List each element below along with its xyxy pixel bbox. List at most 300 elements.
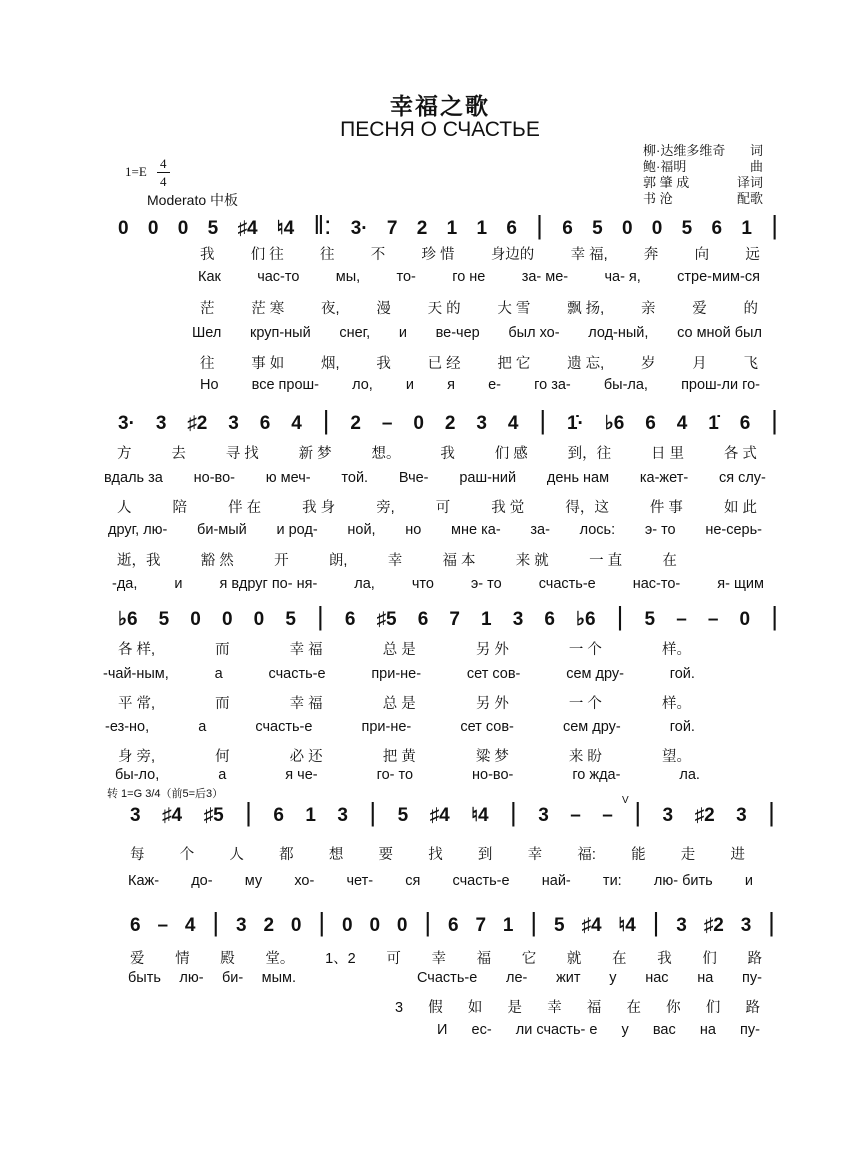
lyric-syllable: Вче-	[398, 470, 429, 486]
note: 3	[662, 805, 674, 826]
lyric-syllable: 想。	[371, 446, 401, 462]
note: 1	[481, 609, 492, 630]
note: 6	[273, 805, 284, 826]
lyrics-line	[115, 767, 700, 783]
note: 3	[228, 413, 239, 434]
lyric-syllable: 爱	[692, 301, 707, 317]
note: 5	[397, 805, 409, 826]
breath-mark: V	[622, 795, 629, 806]
note: –	[381, 413, 393, 434]
lyric-syllable: ю меч-	[265, 470, 311, 486]
lyric-syllable: ло,	[352, 377, 373, 393]
lyric-syllable: 一 直	[589, 553, 623, 569]
lyric-syllable: 可	[435, 500, 451, 516]
lyric-syllable: 找	[428, 847, 443, 863]
lyric-syllable: 奔	[643, 247, 659, 263]
lyric-syllable: 而	[215, 642, 230, 658]
lyric-syllable: 另 外	[475, 696, 509, 712]
lyric-syllable: жит	[556, 970, 581, 986]
note: 1̇·	[566, 413, 584, 434]
lyric-syllable: сет сов-	[466, 666, 521, 682]
barline: |	[652, 907, 660, 937]
note: 6	[259, 413, 271, 434]
note: 0	[177, 218, 189, 239]
note: 0	[621, 218, 633, 239]
lyric-syllable: 在	[626, 1000, 642, 1016]
lyric-syllable: 1、2	[325, 951, 356, 967]
lyric-syllable: 飘 扬,	[567, 301, 605, 317]
lyric-syllable: 远	[745, 247, 760, 263]
lyric-syllable: счасть-е	[268, 666, 326, 682]
lyrics-line	[200, 297, 758, 318]
lyric-syllable: 的	[743, 301, 758, 317]
lyric-syllable: 幸	[387, 553, 403, 569]
notes-row	[118, 405, 778, 435]
lyric-syllable: 爱	[130, 951, 145, 967]
lyrics-line	[117, 549, 677, 570]
lyric-syllable: 陪	[172, 500, 188, 516]
lyric-syllable: и	[174, 576, 183, 592]
lyric-syllable: 平 常,	[118, 696, 156, 712]
note: 3	[337, 805, 348, 826]
lyric-syllable: 不	[370, 247, 386, 263]
lyric-syllable: 身 旁,	[118, 749, 156, 765]
lyric-syllable: лод-ный,	[588, 325, 649, 341]
note: ♯5	[203, 805, 224, 826]
note: ♮4	[471, 805, 489, 826]
note: ♮4	[618, 915, 636, 936]
lyric-syllable: нас	[645, 970, 669, 986]
note: 0	[342, 915, 353, 936]
lyric-syllable: 我	[440, 446, 455, 462]
lyric-syllable: 样。	[661, 696, 691, 712]
note: 7	[475, 915, 487, 936]
lyric-syllable: 往	[200, 356, 215, 372]
barline: |	[245, 797, 252, 827]
lyric-syllable: я вдруг по- ня-	[219, 576, 318, 592]
lyric-syllable: 得，这	[565, 500, 609, 516]
barline: |	[510, 797, 517, 827]
tempo-marking: Moderato 中板	[147, 192, 239, 208]
lyric-syllable: 来 就	[515, 553, 549, 569]
barline: |	[539, 405, 547, 435]
lyrics-line	[118, 745, 691, 766]
lyric-syllable: бы-ла,	[603, 377, 648, 393]
lyric-syllable: 在	[612, 951, 627, 967]
lyric-syllable: что	[411, 576, 434, 592]
note: 0	[118, 218, 129, 239]
note: 4	[184, 915, 196, 936]
note: 6	[711, 218, 723, 239]
barline: |	[530, 907, 538, 937]
lyric-syllable: при-не-	[361, 719, 412, 735]
lyric-syllable: но	[405, 522, 422, 538]
song-title: 幸福之歌	[390, 93, 490, 120]
note: ♯4	[581, 915, 602, 936]
note: –	[707, 609, 719, 630]
lyric-syllable: 漫	[376, 301, 391, 317]
lyric-syllable: вдаль за	[104, 470, 163, 486]
time-signature-line	[157, 172, 170, 173]
lyric-syllable: би-мый	[197, 522, 247, 538]
lyric-syllable: 到	[477, 847, 493, 863]
note: 0	[221, 609, 233, 630]
lyric-syllable: и	[405, 377, 415, 393]
lyric-syllable: 殿	[220, 951, 235, 967]
lyric-syllable: до-	[191, 873, 213, 889]
note: 3	[736, 805, 747, 826]
lyric-syllable: 我	[376, 356, 391, 372]
barline: |	[616, 601, 624, 631]
lyric-syllable: ся	[405, 873, 421, 889]
lyric-syllable: 向	[694, 247, 710, 263]
lyric-syllable: был хо-	[508, 325, 560, 341]
lyric-syllable: 能	[631, 847, 646, 863]
lyric-syllable: 情	[175, 951, 190, 967]
notes-row	[130, 797, 775, 827]
lyrics-line	[128, 873, 753, 889]
lyric-syllable: круп-ный	[249, 325, 311, 341]
lyric-syllable: лю- бить	[653, 873, 713, 889]
lyric-syllable: 想	[328, 847, 344, 863]
lyric-syllable: 寻 找	[225, 446, 259, 462]
lyric-syllable: быть	[128, 970, 161, 986]
note: 6	[344, 609, 356, 630]
lyric-syllable: 日 里	[650, 446, 684, 462]
lyric-syllable: 它	[521, 951, 537, 967]
notes-row	[118, 210, 778, 240]
lyric-syllable: вас	[652, 1022, 676, 1038]
credit-name: 柳·达维多维奇	[643, 143, 726, 158]
lyric-syllable: 各 样,	[118, 642, 156, 658]
note: –	[157, 915, 169, 936]
note: –	[570, 805, 581, 826]
lyric-syllable: 珍 惜	[421, 247, 455, 263]
lyric-syllable: 已 经	[427, 356, 461, 372]
time-signature-bottom: 4	[160, 174, 167, 189]
note: ♯4	[162, 805, 183, 826]
lyric-syllable: го за-	[534, 377, 571, 393]
credit-name: 郭 肇 成	[643, 175, 690, 190]
note: 3	[155, 413, 167, 434]
lyric-syllable: 幸	[527, 847, 543, 863]
lyric-syllable: 茫	[200, 301, 215, 317]
note: 3	[538, 805, 549, 826]
lyric-syllable: И	[437, 1022, 448, 1038]
lyric-syllable: 你	[666, 1000, 681, 1016]
lyrics-line	[200, 352, 758, 373]
lyric-syllable: раш-ний	[459, 470, 517, 486]
lyrics-line	[130, 947, 762, 968]
lyric-syllable: 要	[378, 847, 394, 863]
lyric-syllable: не-серь-	[705, 522, 762, 538]
note: 1	[446, 218, 458, 239]
barline: |	[316, 601, 324, 631]
lyric-syllable: 个	[179, 847, 195, 863]
lyric-syllable: лю-	[179, 970, 204, 986]
lyric-syllable: 堂。	[265, 951, 295, 967]
note: ♯5	[376, 609, 397, 630]
lyrics-line	[118, 692, 691, 713]
lyric-syllable: ве-чер	[435, 325, 480, 341]
lyric-syllable: -чай-ным,	[103, 666, 169, 682]
lyric-syllable: то-	[396, 269, 416, 285]
lyric-syllable: я	[447, 377, 455, 393]
lyric-syllable: за- ме-	[521, 269, 569, 285]
lyric-syllable: 各 式	[723, 446, 757, 462]
note: 4	[291, 413, 302, 434]
note: ♯2	[694, 805, 715, 826]
lyrics-line	[117, 496, 757, 517]
lyric-syllable: 路	[745, 1000, 760, 1016]
lyric-syllable: я- щим	[717, 576, 764, 592]
lyric-syllable: -ез-но,	[105, 719, 150, 735]
note: ♯4	[237, 218, 258, 239]
lyric-syllable: 件 事	[649, 500, 683, 516]
lyric-syllable: го- то	[376, 767, 414, 783]
lyric-syllable: а	[198, 719, 207, 735]
lyric-syllable: 大 雪	[497, 301, 531, 317]
note: 3	[236, 915, 247, 936]
barline: ‖:	[313, 210, 332, 240]
lyric-syllable: 豁 然	[200, 553, 234, 569]
lyric-syllable: все прош-	[251, 377, 319, 393]
lyrics-line	[108, 522, 762, 538]
lyric-syllable: у	[609, 970, 617, 986]
lyric-syllable: ла,	[354, 576, 375, 592]
lyric-syllable: 一 个	[568, 642, 602, 658]
lyric-syllable: ти:	[602, 873, 622, 889]
lyric-syllable: 幸	[431, 951, 446, 967]
lyric-syllable: 福	[586, 1000, 602, 1016]
lyric-syllable: 伴 在	[228, 500, 262, 516]
lyric-syllable: 到，往	[567, 446, 612, 462]
lyric-syllable: стре-мим-ся	[677, 269, 760, 285]
lyrics-line	[417, 970, 762, 986]
lyric-syllable: прош-ли го-	[681, 377, 760, 393]
note: 0	[369, 915, 381, 936]
barline: |	[212, 907, 220, 937]
lyric-syllable: за-	[530, 522, 550, 538]
lyric-syllable: снег,	[339, 325, 371, 341]
lyric-syllable: сем дру-	[562, 719, 621, 735]
note: 6	[562, 218, 573, 239]
lyric-syllable: гой.	[669, 666, 695, 682]
lyric-syllable: 人	[117, 500, 132, 516]
lyric-syllable: 何	[215, 749, 230, 765]
note: 6	[417, 609, 429, 630]
barline: |	[536, 210, 543, 240]
lyric-syllable: 我 身	[302, 500, 336, 516]
lyric-syllable: 另 外	[475, 642, 509, 658]
note: 3	[740, 915, 752, 936]
lyrics-line	[112, 576, 764, 592]
lyric-syllable: 样。	[661, 642, 691, 658]
note: ♯2	[187, 413, 208, 434]
lyric-syllable: 烟,	[321, 356, 340, 372]
lyric-syllable: счасть-е	[255, 719, 313, 735]
barline: |	[369, 797, 377, 827]
lyric-syllable: 事 如	[251, 356, 285, 372]
lyrics-line	[103, 666, 695, 682]
lyric-syllable: 可	[386, 951, 401, 967]
lyric-syllable: 进	[730, 847, 745, 863]
lyrics-line	[437, 1022, 760, 1038]
lyric-syllable: Счасть-е	[417, 970, 478, 986]
lyric-syllable: 茫 寒	[251, 301, 285, 317]
note: –	[676, 609, 687, 630]
lyric-syllable: счасть-е	[538, 576, 596, 592]
lyric-syllable: друг, лю-	[108, 522, 168, 538]
lyric-syllable: 粱 梦	[475, 749, 509, 765]
note: 0	[253, 609, 265, 630]
note: ♯2	[703, 915, 724, 936]
lyric-syllable: 把 它	[497, 356, 531, 372]
lyrics-line	[200, 243, 760, 264]
lyric-syllable: 幸 福	[289, 642, 323, 658]
lyrics-line	[128, 970, 296, 986]
lyric-syllable: 福:	[577, 847, 596, 863]
lyric-syllable: 去	[171, 446, 186, 462]
lyric-syllable: 都	[279, 847, 294, 863]
lyric-syllable: э- то	[644, 522, 676, 538]
note: 3·	[118, 413, 135, 434]
note: ♭6	[576, 609, 596, 630]
note: 7	[449, 609, 460, 630]
note: 7	[386, 218, 398, 239]
lyric-syllable: сем дру-	[566, 666, 624, 682]
lyric-syllable: Как	[198, 269, 221, 285]
lyric-syllable: 是	[507, 1000, 523, 1016]
modulation-marking: 转 1=G 3/4（前5=后3）	[107, 788, 224, 800]
note: 4	[676, 413, 688, 434]
note: 5	[207, 218, 219, 239]
credit-role: 词	[749, 143, 763, 158]
lyric-syllable: му	[244, 873, 263, 889]
lyrics-line	[118, 638, 691, 659]
lyric-syllable: 总 是	[382, 642, 416, 658]
lyric-syllable: 幸 福,	[570, 247, 608, 263]
lyric-syllable: 月	[692, 356, 707, 372]
barline: |	[768, 907, 775, 937]
note: 5	[681, 218, 693, 239]
lyric-syllable: ся слу-	[718, 470, 766, 486]
time-signature-top: 4	[160, 156, 167, 171]
lyrics-line	[198, 269, 760, 285]
note: 3	[676, 915, 687, 936]
barline: |	[322, 405, 330, 435]
note: 1	[476, 218, 488, 239]
lyric-syllable: а	[214, 666, 223, 682]
lyric-syllable: со мной был	[677, 325, 762, 341]
lyric-syllable: мне ка-	[451, 522, 501, 538]
notes-row	[130, 907, 775, 937]
note: 2	[444, 413, 456, 434]
lyric-syllable: ес-	[471, 1022, 492, 1038]
credit-name: 鲍·福明	[643, 159, 687, 174]
lyric-syllable: го не	[452, 269, 486, 285]
lyric-syllable: 朗,	[328, 553, 348, 569]
lyric-syllable: той.	[341, 470, 369, 486]
key-signature: 1=E	[125, 164, 147, 179]
credit-role: 曲	[749, 159, 763, 174]
lyric-syllable: 方	[117, 446, 132, 462]
lyric-syllable: 逝，我	[117, 553, 161, 569]
lyric-syllable: 在	[662, 553, 677, 569]
lyric-syllable: 开	[274, 553, 289, 569]
note: ♮4	[276, 218, 295, 239]
lyrics-line	[200, 377, 760, 393]
lyric-syllable: 幸	[547, 1000, 562, 1016]
lyric-syllable: Шел	[192, 325, 222, 341]
lyric-syllable: при-не-	[371, 666, 422, 682]
lyric-syllable: 假	[428, 1000, 443, 1016]
lyric-syllable: 来 盼	[568, 749, 602, 765]
lyric-syllable: 如	[467, 1000, 483, 1016]
note: 6	[448, 915, 459, 936]
credit-arranger	[643, 188, 763, 207]
note: 0	[739, 609, 751, 630]
barline: |	[771, 210, 778, 240]
lyrics-line	[105, 719, 695, 735]
note: 1	[741, 218, 752, 239]
note: 0	[290, 915, 302, 936]
lyric-syllable: 旁,	[376, 500, 395, 516]
lyrics-line	[117, 442, 757, 463]
lyric-syllable: 夜,	[321, 301, 340, 317]
note: 5	[554, 915, 565, 936]
lyric-syllable: най-	[541, 873, 571, 889]
lyric-syllable: мы,	[335, 269, 361, 285]
lyric-syllable: 必 还	[289, 749, 323, 765]
note: 6	[544, 609, 555, 630]
lyric-syllable: 如 此	[723, 500, 757, 516]
barline: |	[424, 907, 432, 937]
note: 2	[263, 915, 275, 936]
lyric-syllable: лось:	[579, 522, 616, 538]
note: 3	[476, 413, 487, 434]
lyric-syllable: на	[697, 970, 714, 986]
lyric-syllable: 我	[657, 951, 672, 967]
lyric-syllable: 幸 福	[289, 696, 323, 712]
lyric-syllable: 我 觉	[491, 500, 525, 516]
lyric-syllable: 走	[680, 847, 696, 863]
lyrics-line	[192, 325, 762, 341]
lyric-syllable: и	[744, 873, 753, 889]
note: 0	[396, 915, 408, 936]
lyric-syllable: э- то	[470, 576, 502, 592]
lyric-syllable: 们 往	[250, 247, 284, 263]
lyric-syllable: но-во-	[472, 767, 514, 783]
lyric-syllable: 遗 忘,	[567, 356, 605, 372]
song-subtitle-russian: ПЕСНЯ О СЧАСТЬЕ	[340, 118, 540, 141]
lyric-syllable: 岁	[640, 356, 656, 372]
lyric-syllable: 飞	[743, 356, 758, 372]
lyric-syllable: чет-	[346, 873, 374, 889]
note: 5	[592, 218, 603, 239]
lyric-syllable: счасть-е	[452, 873, 510, 889]
lyric-syllable: у	[621, 1022, 629, 1038]
note: 5	[285, 609, 296, 630]
lyric-syllable: 人	[229, 847, 244, 863]
lyric-syllable: 望。	[661, 749, 691, 765]
lyric-syllable: 总 是	[382, 696, 416, 712]
note: 3	[512, 609, 524, 630]
lyric-syllable: бы-ло,	[115, 767, 160, 783]
barline: |	[318, 907, 326, 937]
lyric-syllable: мым.	[261, 970, 296, 986]
lyric-syllable: ка-жет-	[639, 470, 689, 486]
